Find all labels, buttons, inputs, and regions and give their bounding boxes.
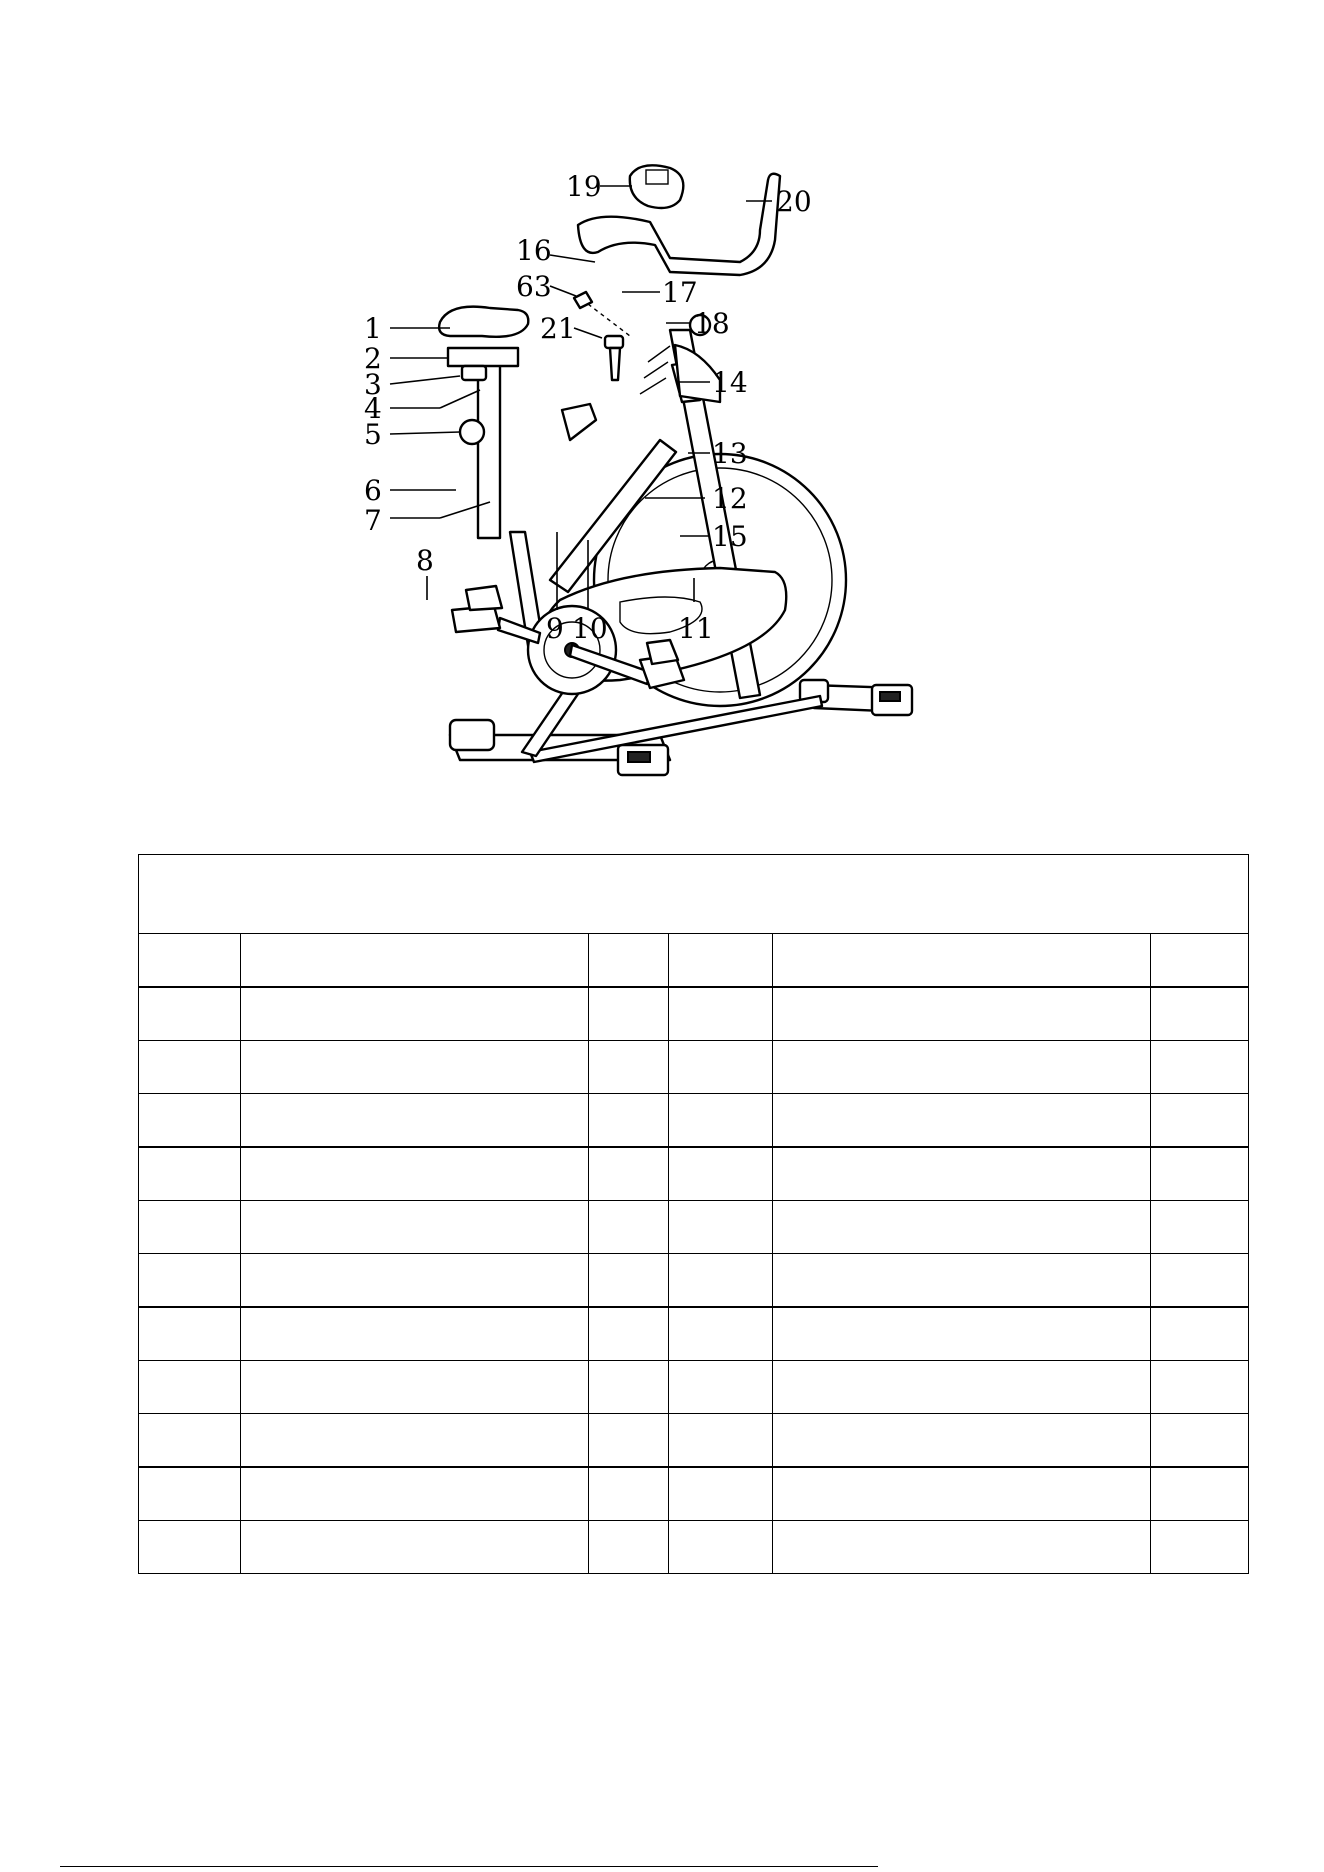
exercise-bike-exploded-diagram: [200, 140, 1040, 820]
callout-17: 17: [662, 276, 698, 309]
table-cell: [589, 1254, 669, 1308]
table-cell: [589, 1307, 669, 1361]
table-cell: [241, 1201, 589, 1254]
callout-7: 7: [364, 504, 382, 537]
table-cell: [773, 1414, 1151, 1468]
table-cell: [1151, 1414, 1249, 1468]
table-cell: [1151, 1147, 1249, 1201]
callout-11: 11: [678, 612, 714, 645]
table-row: [139, 1094, 1249, 1148]
table-row: [139, 1307, 1249, 1361]
bike-illustration: [200, 140, 1040, 820]
table-cell: [669, 1254, 773, 1308]
table-cell: [241, 1147, 589, 1201]
header-qty-left: [589, 934, 669, 988]
table-row: [139, 1361, 1249, 1414]
table-cell: [241, 987, 589, 1041]
table-cell: [241, 1041, 589, 1094]
parts-list-table: [138, 854, 1249, 1574]
table-cell: [139, 1147, 241, 1201]
callout-63: 63: [516, 270, 552, 303]
table-cell: [589, 1041, 669, 1094]
callout-5: 5: [364, 418, 382, 451]
table-cell: [669, 1521, 773, 1574]
callout-21: 21: [540, 312, 576, 345]
table-cell: [589, 1147, 669, 1201]
table-cell: [669, 1361, 773, 1414]
table-cell: [589, 1521, 669, 1574]
callout-12: 12: [712, 482, 748, 515]
table-cell: [241, 1307, 589, 1361]
table-cell: [589, 987, 669, 1041]
table-cell: [139, 1361, 241, 1414]
seat-post: [478, 358, 500, 538]
table-cell: [669, 1414, 773, 1468]
callout-9: 9: [546, 612, 564, 645]
table-cell: [669, 1201, 773, 1254]
table-cell: [241, 1094, 589, 1148]
table-cell: [589, 1361, 669, 1414]
seat: [439, 307, 528, 337]
table-cell: [669, 1467, 773, 1521]
table-cell: [773, 1094, 1151, 1148]
header-description-left: [241, 934, 589, 988]
table-cell: [241, 1467, 589, 1521]
console: [630, 165, 684, 208]
table-row: [139, 1147, 1249, 1201]
table-cell: [669, 1147, 773, 1201]
table-cell: [1151, 987, 1249, 1041]
table-row: [139, 1414, 1249, 1468]
callout-14: 14: [712, 366, 748, 399]
resistance-knob: [605, 336, 623, 380]
table-cell: [669, 987, 773, 1041]
table-cell: [773, 987, 1151, 1041]
table-row: [139, 1521, 1249, 1574]
lower-frame-bar: [530, 696, 822, 762]
table-cell: [589, 1201, 669, 1254]
table-cell: [669, 1307, 773, 1361]
pedal-left: [452, 586, 502, 632]
callout-8: 8: [416, 544, 434, 577]
callout-20: 20: [776, 185, 812, 218]
table-cell: [139, 987, 241, 1041]
table-cell: [241, 1254, 589, 1308]
table-row: [139, 1467, 1249, 1521]
table-cell: [669, 1094, 773, 1148]
table-cell: [1151, 1521, 1249, 1574]
table-cell: [773, 1201, 1151, 1254]
header-no-left: [139, 934, 241, 988]
table-cell: [773, 1307, 1151, 1361]
table-cell: [139, 1201, 241, 1254]
table-title: [139, 855, 1249, 934]
table-row: [139, 1201, 1249, 1254]
table-cell: [589, 1094, 669, 1148]
table-row: [139, 987, 1249, 1041]
callout-1: 1: [364, 312, 382, 345]
table-cell: [1151, 1041, 1249, 1094]
table-cell: [1151, 1361, 1249, 1414]
table-cell: [773, 1361, 1151, 1414]
callout-18: 18: [694, 307, 730, 340]
bottle-holder: [562, 404, 596, 440]
table-cell: [773, 1521, 1151, 1574]
table-cell: [139, 1094, 241, 1148]
table-cell: [139, 1254, 241, 1308]
table-title-row: [139, 855, 1249, 934]
header-description-right: [773, 934, 1151, 988]
callout-3: 3: [364, 368, 382, 401]
table-cell: [773, 1147, 1151, 1201]
table-cell: [773, 1467, 1151, 1521]
table-cell: [669, 1041, 773, 1094]
table-cell: [1151, 1254, 1249, 1308]
table-cell: [773, 1254, 1151, 1308]
table-cell: [139, 1414, 241, 1468]
callout-10: 10: [572, 612, 608, 645]
callout-16: 16: [516, 234, 552, 267]
table-cell: [241, 1521, 589, 1574]
seat-slider: [448, 348, 518, 366]
table-cell: [139, 1041, 241, 1094]
table-cell: [139, 1521, 241, 1574]
header-no-right: [669, 934, 773, 988]
callout-19: 19: [566, 170, 602, 203]
table-cell: [241, 1361, 589, 1414]
callout-13: 13: [712, 437, 748, 470]
callout-2: 2: [364, 342, 382, 375]
table-header-row: [139, 934, 1249, 988]
seat-slider-knob: [462, 366, 486, 380]
callout-4: 4: [364, 392, 382, 425]
table-cell: [1151, 1201, 1249, 1254]
table-cell: [139, 1307, 241, 1361]
table-row: [139, 1041, 1249, 1094]
table-cell: [773, 1041, 1151, 1094]
table-body: [139, 987, 1249, 1574]
table-cell: [241, 1414, 589, 1468]
table-cell: [589, 1467, 669, 1521]
header-qty-right: [1151, 934, 1249, 988]
seat-adjust-knob: [460, 420, 484, 444]
table-cell: [589, 1414, 669, 1468]
table-row: [139, 1254, 1249, 1308]
callout-6: 6: [364, 474, 382, 507]
table-cell: [1151, 1307, 1249, 1361]
table-cell: [1151, 1094, 1249, 1148]
table-cell: [139, 1467, 241, 1521]
callout-15: 15: [712, 520, 748, 553]
footer-rule: [60, 1866, 878, 1867]
table-cell: [1151, 1467, 1249, 1521]
